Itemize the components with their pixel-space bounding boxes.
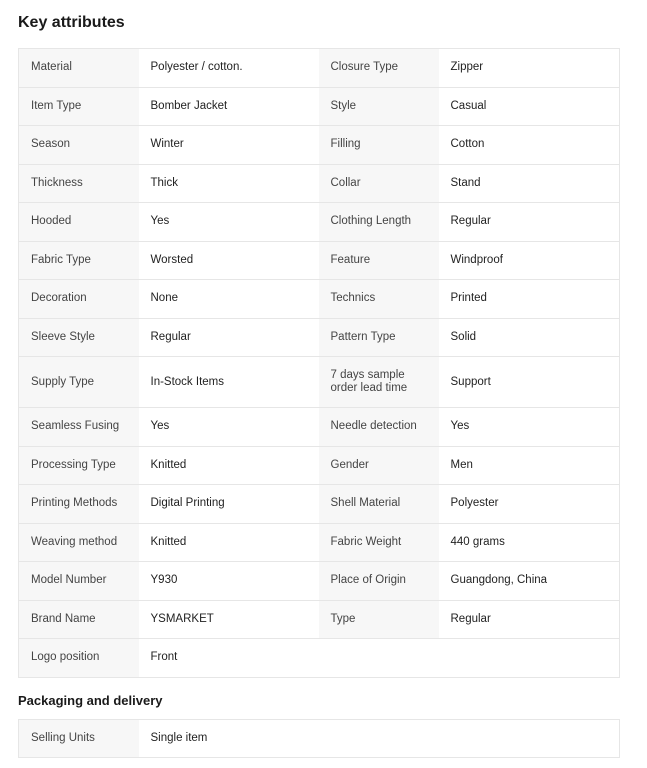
attribute-row <box>19 639 620 678</box>
attribute-label: Fabric Weight <box>319 523 439 562</box>
attribute-row <box>19 318 620 357</box>
attribute-label: Clothing Length <box>319 203 439 242</box>
packaging-title: Packaging and delivery <box>18 693 163 708</box>
attribute-value: Windproof <box>439 241 620 280</box>
attribute-row <box>19 280 620 319</box>
attribute-value: Polyester <box>439 485 620 524</box>
attribute-label: Hooded <box>19 203 139 242</box>
attribute-row <box>19 357 620 408</box>
attribute-value: Stand <box>439 164 620 203</box>
attribute-label: 7 days sample order lead time <box>319 357 439 408</box>
packaging-table <box>18 719 620 758</box>
attribute-label <box>319 639 439 678</box>
attribute-value: Knitted <box>139 523 319 562</box>
attribute-label: Processing Type <box>19 446 139 485</box>
attribute-label: Season <box>19 126 139 165</box>
attribute-label: Place of Origin <box>319 562 439 601</box>
attribute-value: Regular <box>139 318 319 357</box>
attribute-value: Polyester / cotton. <box>139 49 319 88</box>
attribute-label: Pattern Type <box>319 318 439 357</box>
attribute-value: Yes <box>439 408 620 447</box>
attribute-label: Type <box>319 600 439 639</box>
attribute-row <box>19 241 620 280</box>
attribute-row <box>19 446 620 485</box>
attribute-value: Casual <box>439 87 620 126</box>
attribute-value: Yes <box>139 203 319 242</box>
attribute-label: Seamless Fusing <box>19 408 139 447</box>
attribute-row <box>19 523 620 562</box>
attribute-value: Front <box>139 639 319 678</box>
attribute-row <box>19 408 620 447</box>
attribute-label: Selling Units <box>19 720 139 758</box>
attribute-value: Regular <box>439 203 620 242</box>
attribute-label: Weaving method <box>19 523 139 562</box>
attribute-label: Logo position <box>19 639 139 678</box>
attribute-label: Model Number <box>19 562 139 601</box>
attribute-label: Sleeve Style <box>19 318 139 357</box>
attribute-label: Filling <box>319 126 439 165</box>
attribute-label: Brand Name <box>19 600 139 639</box>
attribute-value: None <box>139 280 319 319</box>
attribute-value: Solid <box>439 318 620 357</box>
attribute-value: Thick <box>139 164 319 203</box>
attribute-value: In-Stock Items <box>139 357 319 408</box>
attribute-value: Knitted <box>139 446 319 485</box>
attribute-value: Winter <box>139 126 319 165</box>
attribute-label: Shell Material <box>319 485 439 524</box>
attribute-label: Closure Type <box>319 49 439 88</box>
attribute-label: Item Type <box>19 87 139 126</box>
attribute-row <box>19 562 620 601</box>
attribute-value: Bomber Jacket <box>139 87 319 126</box>
attribute-label: Style <box>319 87 439 126</box>
attribute-row <box>19 485 620 524</box>
attribute-value: 440 grams <box>439 523 620 562</box>
attribute-value: Zipper <box>439 49 620 88</box>
attribute-label <box>319 720 439 758</box>
attribute-value: Single item <box>139 720 319 758</box>
attribute-label: Technics <box>319 280 439 319</box>
attribute-value: Digital Printing <box>139 485 319 524</box>
attribute-value: Yes <box>139 408 319 447</box>
attribute-value: Y930 <box>139 562 319 601</box>
attribute-row <box>19 600 620 639</box>
key-attributes-title: Key attributes <box>18 14 125 31</box>
attribute-label: Feature <box>319 241 439 280</box>
attribute-row <box>19 720 620 758</box>
attribute-label: Printing Methods <box>19 485 139 524</box>
attribute-value: Support <box>439 357 620 408</box>
attribute-label: Material <box>19 49 139 88</box>
attribute-value: Printed <box>439 280 620 319</box>
key-attributes-table <box>18 48 620 678</box>
attribute-value: Guangdong, China <box>439 562 620 601</box>
attribute-row <box>19 126 620 165</box>
attribute-row <box>19 87 620 126</box>
attribute-value <box>439 720 620 758</box>
attribute-label: Decoration <box>19 280 139 319</box>
attribute-label: Thickness <box>19 164 139 203</box>
attribute-value: Worsted <box>139 241 319 280</box>
attribute-value: YSMARKET <box>139 600 319 639</box>
attribute-label: Collar <box>319 164 439 203</box>
attribute-row <box>19 164 620 203</box>
attribute-label: Fabric Type <box>19 241 139 280</box>
attribute-row <box>19 203 620 242</box>
attribute-value: Men <box>439 446 620 485</box>
attribute-label: Gender <box>319 446 439 485</box>
attribute-value <box>439 639 620 678</box>
attribute-label: Supply Type <box>19 357 139 408</box>
attribute-row <box>19 49 620 88</box>
attribute-label: Needle detection <box>319 408 439 447</box>
attribute-value: Cotton <box>439 126 620 165</box>
attribute-value: Regular <box>439 600 620 639</box>
